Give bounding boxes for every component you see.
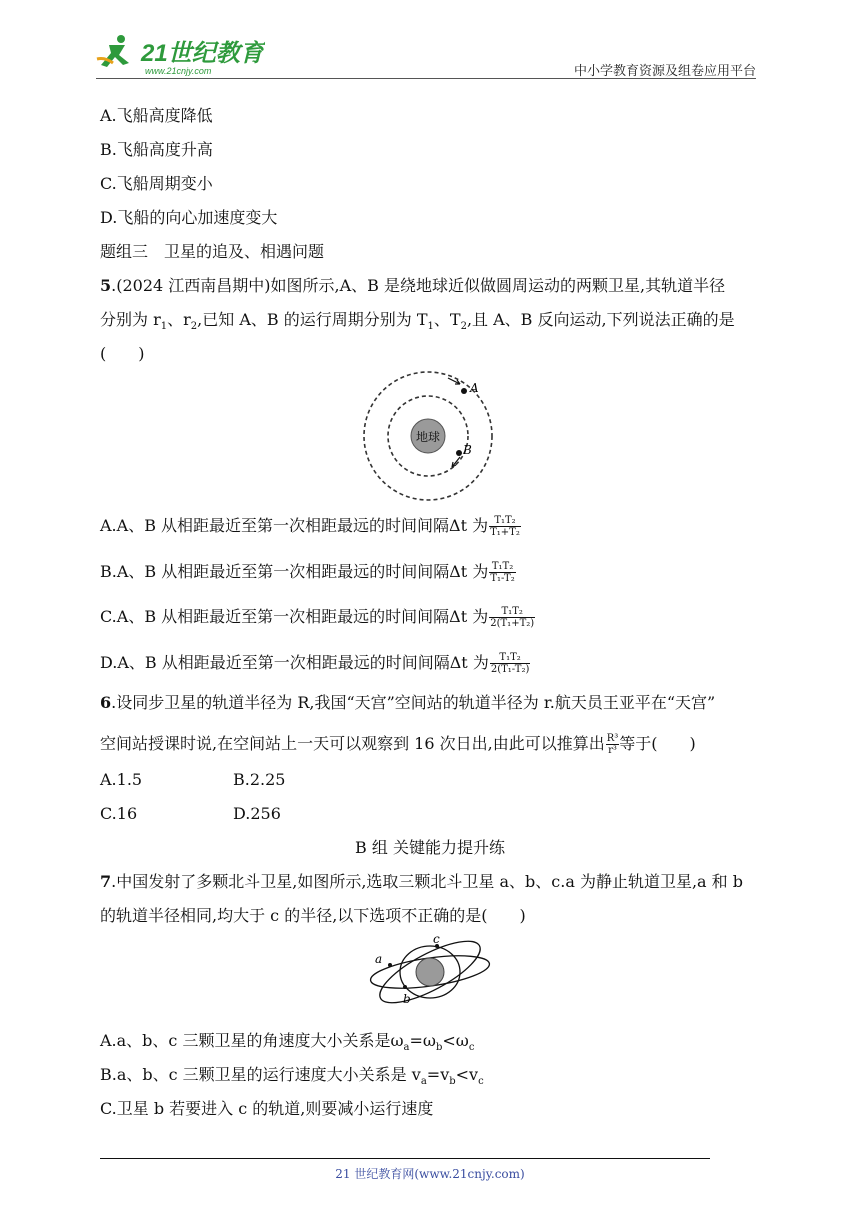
label-c: c — [433, 932, 440, 946]
q5-line1 — [100, 276, 725, 296]
satellite-b-dot — [403, 985, 407, 989]
q7-option-c: C.卫星 b 若要进入 c 的轨道,则要减小运行速度 — [100, 1099, 434, 1118]
q5-orbit-figure — [360, 368, 496, 504]
q6-option-a: A.1.5 — [100, 770, 143, 789]
q4-option-c: C.飞船周期变小 — [100, 174, 213, 193]
q6-option-c: C.16 — [100, 804, 138, 823]
label-a: a — [375, 952, 383, 966]
q5-line2: 分别为 $r_1$、$r_2$,已知 A、B 的运行周期分别为 $T_1$、$T_2$,且 A、B 反向运动,下列说法正确的是 — [100, 310, 735, 333]
q5-text1: .(2024 江西南昌期中)如图所示,A、B 是绕地球近似做圆周运动的两颗卫星,其轨道半径 — [111, 276, 726, 295]
q5-blank: ( ) — [100, 344, 145, 363]
q4-option-a: A.飞船高度降低 — [100, 106, 213, 125]
satellite-a — [461, 388, 467, 394]
group-b-title: B 组 关键能力提升练 — [355, 838, 505, 857]
q7-orbit-figure — [365, 930, 495, 1004]
q5-option-b: B.A、B 从相距最近至第一次相距最远的时间间隔Δt 为 $\frac{\text{T₁T₂}}{\text{T₁-T₂}}$ — [100, 561, 515, 584]
q5-option-d: D.A、B 从相距最近至第一次相距最远的时间间隔Δt 为 $\frac{\text{T₁T₂}}{\text{2(T₁-T₂)}}$ — [100, 652, 530, 675]
q7-number: 7 — [100, 872, 112, 891]
q7-line1: 7.中国发射了多颗北斗卫星,如图所示,选取三颗北斗卫星 a、b、c.a 为静止轨道卫星,a 和 b — [100, 872, 743, 891]
label-b: b — [403, 992, 411, 1004]
q6-option-b: B.2.25 — [233, 770, 286, 789]
q6-line1: 6.设同步卫星的轨道半径为 R,我国“天宫”空间站的轨道半径为 r.航天员王亚平在“天宫” — [100, 693, 716, 712]
q6-line2: 空间站授课时说,在空间站上一天可以观察到 16 次日出,由此可以推算出 $\frac{\text{R³}}{\text{r³}}$ 等于( ) — [100, 733, 696, 756]
section3-title: 题组三 卫星的追及、相遇问题 — [100, 242, 325, 261]
q7-option-b: B.a、b、c 三颗卫星的运行速度大小关系是 $v_a=v_b<v_c$ — [100, 1065, 484, 1088]
q5-number: 5 — [100, 276, 112, 295]
header-platform-text: 中小学教育资源及组卷应用平台 — [573, 64, 756, 79]
q7-option-a: A.a、b、c 三颗卫星的角速度大小关系是$\omega_a=\omega_b<\omega_c$ — [100, 1031, 475, 1054]
q4-option-b: B.飞船高度升高 — [100, 140, 213, 159]
earth-label: 地球 — [415, 430, 441, 444]
logo — [95, 33, 265, 77]
label-a: A — [470, 381, 479, 395]
q7-line2: 的轨道半径相同,均大于 c 的半径,以下选项不正确的是( ) — [100, 906, 526, 925]
satellite-a-dot — [388, 963, 392, 967]
header-divider — [96, 78, 756, 79]
satellite-b — [456, 450, 462, 456]
q6-option-d: D.256 — [233, 804, 281, 823]
page-header — [0, 0, 860, 80]
q4-option-d: D.飞船的向心加速度变大 — [100, 208, 278, 227]
q6-number: 6 — [100, 693, 112, 712]
label-b: B — [463, 443, 472, 457]
logo-text: 21世纪教育 — [141, 40, 264, 67]
q5-option-a: A.A、B 从相距最近至第一次相距最远的时间间隔Δt 为 $\frac{\text{T₁T₂}}{\text{T₁+T₂}}$ — [100, 515, 520, 538]
footer-divider — [100, 1158, 710, 1159]
footer-text[interactable]: 21 世纪教育网(www.21cnjy.com) — [335, 1167, 525, 1181]
logo-url: www.21cnjy.com — [145, 66, 212, 76]
q5-option-c: C.A、B 从相距最近至第一次相距最远的时间间隔Δt 为 $\frac{\text{T₁T₂}}{\text{2(T₁+T₂)}}$ — [100, 606, 535, 629]
